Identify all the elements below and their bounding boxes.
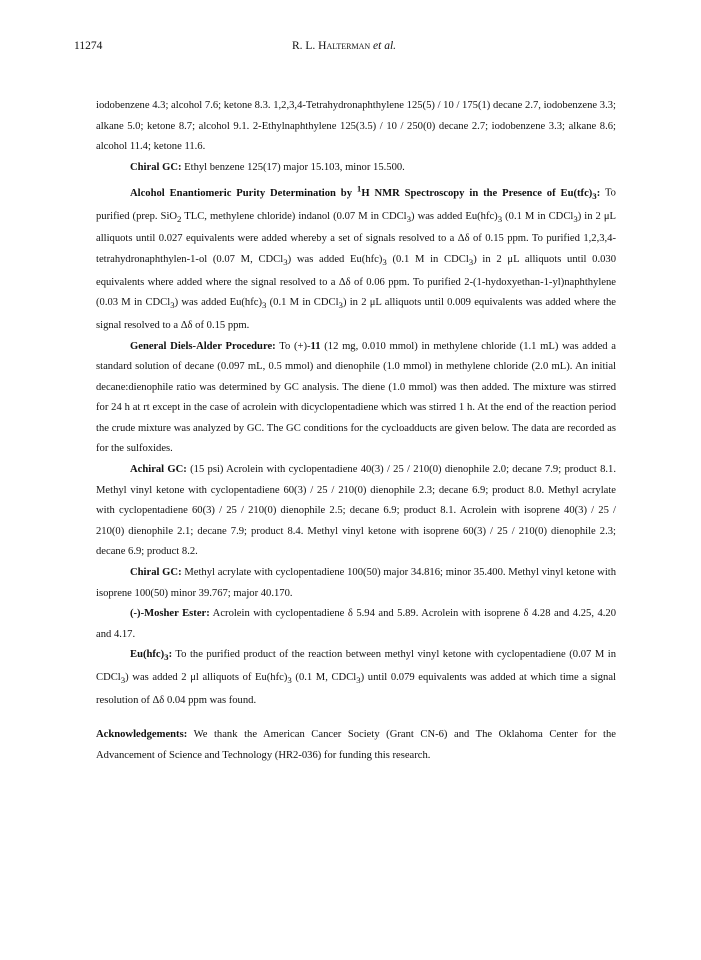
paragraph-text: (15 psi) Acrolein with cyclopentadiene 40(3) / 25 / 210(0) dienophile 2.0; decane 7.9; product 8.1. Methyl vinyl ketone with cyclopentadiene 60(3) / 25 / 210(0) dienophile 2.3; decane 6.9; product 8.0. Methyl acrylate with cyclopentadiene 60(3) / 25 / 210(0) dienophile 2.5; decane 6.9; product 8.1. Acrolein with isoprene 40(3) / 25 / 210(0) dienophile 2.1; decane 7.9; product 8.4. Methyl vinyl ketone with isoprene 60(3) / 25 / 210(0) dienophile 2.3; decane 6.9; product 8.2. [96, 464, 616, 558]
page-body [96, 96, 616, 767]
paragraph-mosher-ester [96, 604, 616, 645]
author-prefix: R. L. [291, 40, 319, 52]
author-surname: Halterman [318, 40, 371, 52]
paragraph-lead: Acknowledgements: [96, 729, 188, 741]
paragraph-text: iodobenzene 4.3; alcohol 7.6; ketone 8.3. 1,2,3,4-Tetrahydronaphthylene 125(5) / 10 / 175(1) decane 2.7, iodobenzene 3.3; alkane 5.0; ketone 8.7; alcohol 9.1. 2-Ethylnaphthylene 125(3.5) / 10 / 250(0) decane 2.7; iodobenzene 3.3; alkane 8.6; alcohol 11.4; ketone 11.6. [96, 100, 616, 153]
author-suffix: et al. [373, 40, 397, 52]
section-gap [96, 711, 616, 725]
page-number: 11274 [74, 40, 103, 52]
page-header [74, 40, 614, 56]
paragraph-alcohol-purity: Alcohol Enantiomeric Purity Determination by $^1$H NMR Spectroscopy in the Presence of $Eu(tfc)_3$: To purified (prep. SiO$_2$ TLC, methylene chloride) indanol (0.07 M in CDCl$_3$) was added $Eu(hfc)_3$ (0.1 M in CDCl$_3$) in 2 μL alliquots until 0.027 equivalents were added whereby a set of signals resolved to a Δδ of 0.15 ppm. To purified 1,2,3,4-tetrahydronaphthylen-1-ol (0.07 M, CDCl$_3$) was added $Eu(hfc)_3$ (0.1 M in CDCl$_3$) in 2 μL alliquots until 0.030 equivalents where added where the signal resolved to a Δδ of 0.06 ppm. To purified 2-(1-hydoxyethan-1-yl)naphthylene (0.03 M in CDCl$_3$) was added $Eu(hfc)_3$ (0.1 M in CDCl$_3$) in 2 μL alliquots until 0.009 equivalents was added where the signal resolved to a Δδ of 0.15 ppm. [96, 183, 617, 331]
paragraph-achiral-continued [96, 96, 616, 158]
paragraph-lead: Chiral GC: [130, 161, 182, 173]
paragraph-text: Acrolein with cyclopentadiene δ 5.94 and 5.89. Acrolein with isoprene δ 4.28 and 4.25, 4.20 and 4.17. [96, 608, 616, 640]
paragraph-lead: Chiral GC: [130, 567, 182, 579]
paragraph-eu-hfc: $Eu(hfc)_3$: To the purified product of the reaction between methyl vinyl ketone with cyclopentadiene (0.07 M in CDCl$_3$) was added 2 μl alliquots of $Eu(hfc)_3$ (0.1 M, CDCl$_3$) until 0.079 equivalents was added at which time a signal resolution of Δδ 0.04 ppm was found. [96, 649, 616, 706]
paragraph-chiral-gc-cycloadducts [96, 563, 616, 604]
paragraph-lead: (-)-Mosher Ester: [130, 608, 210, 620]
running-head [74, 40, 614, 52]
paragraph-acknowledgements [96, 725, 616, 766]
paragraph-text: Methyl acrylate with cyclopentadiene 100(50) major 34.816; minor 35.400. Methyl vinyl ketone with isoprene 100(50) minor 39.767; major 40.170. [96, 567, 617, 599]
paragraph-lead: $Eu(hfc)_3$: [130, 649, 173, 663]
paragraph-diels-alder-procedure: General Diels-Alder Procedure: To (+)-11 (12 mg, 0.010 mmol) in methylene chloride (1.1 mL) was added a standard solution of decane (0.097 mL, 0.5 mmol) and dienophile (1.0 mmol) in methylene chloride (2.0 mL). An initial decane:dienophile ratio was determined by GC analysis. The diene (1.0 mmol) was then added. The mixture was stirred for 24 h at rt except in the case of acrolein with dicyclopentadiene which was stirred 1 h. At the end of the reaction period the crude mixture was analyzed by GC. The GC conditions for the cycloadducts are given below. The data are recorded as for the sulfoxides. [96, 340, 616, 455]
paragraph-lead: General Diels-Alder Procedure: [130, 340, 276, 352]
paragraph-chiral-gc-ethylbenzene [96, 158, 616, 179]
paragraph-text: We thank the American Cancer Society (Grant CN-6) and The Oklahoma Center for the Advancement of Science and Technology (HR2-036) for funding this research. [96, 729, 616, 761]
paragraph-text: Ethyl benzene 125(17) major 15.103, minor 15.500. [181, 161, 405, 173]
paragraph-lead: Alcohol Enantiomeric Purity Determination by $^1$H NMR Spectroscopy in the Presence of $Eu(tfc)_3$: [130, 183, 601, 202]
compound-number: 11 [310, 340, 321, 352]
paragraph-achiral-gc [96, 460, 616, 563]
paragraph-lead: Achiral GC: [130, 464, 187, 476]
